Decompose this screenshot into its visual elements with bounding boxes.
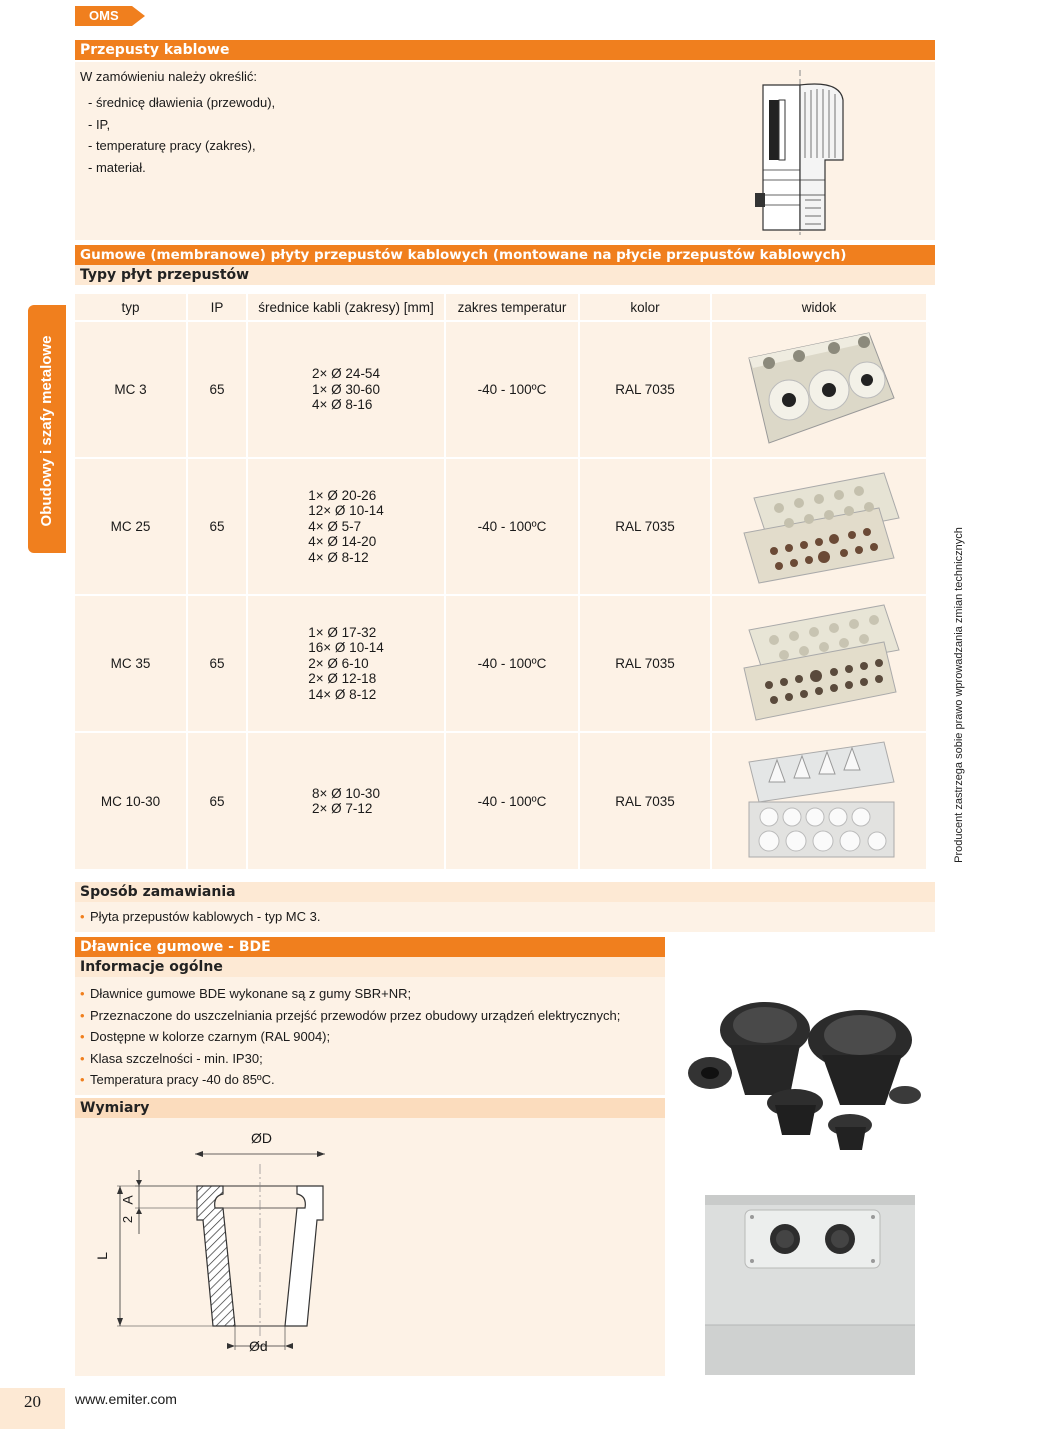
col-typ: typ (75, 294, 187, 321)
diameter-line: 2× Ø 6-10 (308, 655, 369, 671)
plates-table (75, 294, 926, 869)
diameter-line: 4× Ø 14-20 (308, 534, 377, 550)
section-title-plyty: Gumowe (membranowe) płyty przepustów kablowych (montowane na płycie przepustów kablowych) (75, 245, 935, 265)
enclosure-photo (700, 1195, 920, 1375)
section-title-zamawianie: Sposób zamawiania (75, 882, 935, 902)
cell-temp: -40 - 100ºC (445, 732, 579, 869)
cell-ip: 65 (187, 458, 247, 595)
cell-temp: -40 - 100ºC (445, 321, 579, 458)
cable-gland-drawing (745, 70, 865, 235)
list-item: - temperaturę pracy (zakres), (88, 138, 256, 153)
side-note: Producent zastrzega sobie prawo wprowadzania zmian technicznych (953, 527, 965, 863)
table-row (75, 321, 926, 458)
table-row (75, 458, 926, 595)
cell-ip: 65 (187, 732, 247, 869)
cell-typ: MC 35 (75, 595, 187, 732)
diameter-line: 4× Ø 8-16 (312, 397, 373, 413)
cell-widok (711, 732, 926, 869)
bde-info-list (80, 983, 665, 1091)
label-d: Ød (249, 1338, 268, 1354)
cell-widok (711, 595, 926, 732)
table-row (75, 732, 926, 869)
table-row (75, 595, 926, 732)
diameter-line: 8× Ø 10-30 (312, 785, 380, 801)
diameter-line: 2× Ø 12-18 (308, 671, 377, 687)
diameter-line: 1× Ø 20-26 (308, 487, 377, 503)
side-tab-label: Obudowy i szafy metalowe (38, 335, 55, 527)
list-item: • Klasa szczelności - min. IP30; (80, 1048, 665, 1070)
diameter-line: 2× Ø 24-54 (312, 366, 380, 382)
diameter-line: 4× Ø 5-7 (308, 518, 362, 534)
brand-label: OMS (89, 8, 119, 23)
col-kolor: kolor (579, 294, 711, 321)
diameter-line: 1× Ø 17-32 (308, 624, 377, 640)
page-number: 20 (24, 1392, 41, 1411)
order-item: • Płyta przepustów kablowych - typ MC 3. (80, 906, 1040, 928)
footer-url[interactable]: www.emiter.com (75, 1391, 177, 1407)
table-header-row (75, 294, 926, 321)
cell-kolor: RAL 7035 (579, 732, 711, 869)
section-title-przepusty: Przepusty kablowe (75, 40, 935, 60)
section-title-wymiary: Wymiary (75, 1098, 665, 1118)
bde-glands-photo (690, 985, 930, 1160)
diameter-line: 14× Ø 8-12 (308, 686, 377, 702)
cell-srednice (247, 321, 445, 458)
list-item: • Dostępne w kolorze czarnym (RAL 9004); (80, 1026, 665, 1048)
list-item: - IP, (88, 116, 111, 132)
col-srednice: średnice kabli (zakresy) [mm] (247, 294, 445, 321)
diameter-line: 4× Ø 8-12 (308, 549, 369, 565)
cell-typ: MC 10-30 (75, 732, 187, 869)
col-ip: IP (187, 294, 247, 321)
diameter-line: 16× Ø 10-14 (308, 640, 384, 656)
brand-tab (75, 6, 145, 26)
list-item: • Dławnice gumowe BDE wykonane są z gumy SBR+NR; (80, 983, 665, 1005)
cell-widok (711, 458, 926, 595)
cell-srednice (247, 732, 445, 869)
cell-kolor: RAL 7035 (579, 458, 711, 595)
plate-mc25-image (734, 463, 904, 588)
section1-intro: W zamówieniu należy określić: (80, 69, 258, 84)
section1-list (88, 92, 275, 178)
dimension-drawing (95, 1124, 395, 1364)
cell-temp: -40 - 100ºC (445, 595, 579, 732)
cell-kolor: RAL 7035 (579, 321, 711, 458)
list-item: • Przeznaczone do uszczelniania przejść przewodów przez obudowy urządzeń elektrycznych; (80, 1005, 665, 1027)
diameter-line: 2× Ø 7-12 (312, 801, 373, 816)
col-widok: widok (711, 294, 926, 321)
cell-typ: MC 3 (75, 321, 187, 458)
list-item: - materiał. (88, 159, 146, 175)
cell-ip: 65 (187, 321, 247, 458)
list-item: • Temperatura pracy -40 do 85ºC. (80, 1069, 665, 1091)
plate-mc35-image (734, 600, 904, 725)
section-subtitle-info: Informacje ogólne (75, 957, 665, 977)
list-item: - średnicę dławienia (przewodu), (88, 95, 276, 110)
label-L: L (93, 1252, 110, 1260)
cell-widok (711, 321, 926, 458)
cell-srednice (247, 595, 445, 732)
cell-typ: MC 25 (75, 458, 187, 595)
cell-srednice (247, 458, 445, 595)
label-A: A (119, 1195, 136, 1205)
plate-mc10-30-image (734, 737, 904, 862)
cell-kolor: RAL 7035 (579, 595, 711, 732)
section-title-bde: Dławnice gumowe - BDE (75, 937, 665, 957)
cell-temp: -40 - 100ºC (445, 458, 579, 595)
col-temp: zakres temperatur (445, 294, 579, 321)
label-D: ØD (251, 1130, 272, 1146)
plate-mc3-image (739, 328, 899, 448)
label-2: 2 (120, 1215, 136, 1224)
cell-ip: 65 (187, 595, 247, 732)
section-subtitle-typy: Typy płyt przepustów (75, 265, 935, 285)
diameter-line: 1× Ø 30-60 (312, 381, 380, 397)
diameter-line: 12× Ø 10-14 (308, 503, 384, 519)
